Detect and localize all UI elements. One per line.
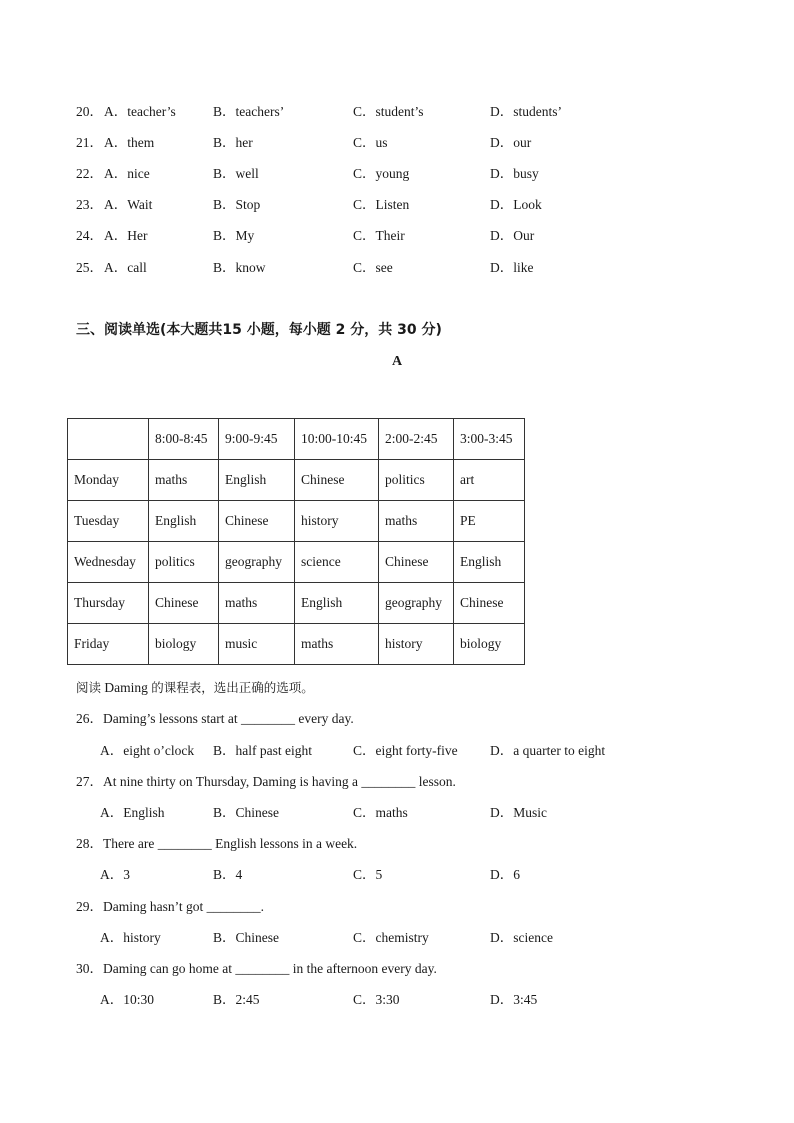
- option-d[interactable]: D．our: [490, 135, 532, 150]
- subject-cell: Chinese: [149, 583, 219, 624]
- subject-cell: music: [219, 624, 295, 665]
- option-b[interactable]: B．Stop: [213, 197, 261, 212]
- subject-cell: politics: [379, 460, 454, 501]
- day-cell: Friday: [68, 624, 149, 665]
- question-text: 28．There are ________ English lessons in a week.: [76, 836, 358, 851]
- table-row: [68, 624, 525, 665]
- subject-cell: geography: [219, 542, 295, 583]
- option-c[interactable]: C．Their: [353, 228, 405, 243]
- table-row: [68, 501, 525, 542]
- option-b[interactable]: B．Chinese: [213, 805, 279, 820]
- header-cell: 2:00-2:45: [379, 419, 454, 460]
- option-b[interactable]: B．teachers’: [213, 104, 285, 119]
- header-cell: 3:00-3:45: [454, 419, 525, 460]
- item-number: 20．: [76, 104, 103, 119]
- option-b[interactable]: B．half past eight: [213, 743, 312, 758]
- option-d[interactable]: D．Our: [490, 228, 535, 243]
- subject-cell: art: [454, 460, 525, 501]
- option-c[interactable]: C．chemistry: [353, 930, 429, 945]
- table-row: [68, 542, 525, 583]
- question-text: 30．Daming can go home at ________ in the afternoon every day.: [76, 961, 437, 976]
- option-c[interactable]: C．young: [353, 166, 410, 181]
- table-row: [68, 460, 525, 501]
- option-c[interactable]: C．us: [353, 135, 388, 150]
- subject-cell: maths: [379, 501, 454, 542]
- option-b[interactable]: B．4: [213, 867, 243, 882]
- item-number: 24．: [76, 228, 103, 243]
- passage-label: A: [392, 354, 403, 369]
- option-b[interactable]: B．know: [213, 260, 266, 275]
- subject-cell: English: [149, 501, 219, 542]
- timetable: [67, 418, 525, 665]
- subject-cell: history: [379, 624, 454, 665]
- option-d[interactable]: D．science: [490, 930, 553, 945]
- section-heading: 三、阅读单选(本大题共15 小题，每小题 2 分，共 30 分): [76, 322, 442, 338]
- option-a[interactable]: A．English: [100, 805, 165, 820]
- subject-cell: Chinese: [454, 583, 525, 624]
- option-d[interactable]: D．busy: [490, 166, 539, 181]
- day-cell: Monday: [68, 460, 149, 501]
- header-cell: [68, 419, 149, 460]
- instruction-suffix: 的课程表，选出正确的选项。: [151, 680, 314, 695]
- option-a[interactable]: A．3: [100, 867, 130, 882]
- subject-cell: maths: [149, 460, 219, 501]
- option-d[interactable]: D．like: [490, 260, 534, 275]
- option-c[interactable]: C．3:30: [353, 992, 400, 1007]
- item-number: 23．: [76, 197, 103, 212]
- instruction-prefix: 阅读: [76, 680, 102, 695]
- option-d[interactable]: D．students’: [490, 104, 562, 119]
- option-b[interactable]: B．Chinese: [213, 930, 279, 945]
- option-d[interactable]: D．Look: [490, 197, 542, 212]
- option-b[interactable]: B．My: [213, 228, 255, 243]
- option-d[interactable]: D．3:45: [490, 992, 538, 1007]
- table-row: [68, 583, 525, 624]
- option-a[interactable]: A．history: [100, 930, 161, 945]
- option-a[interactable]: A．Wait: [104, 197, 153, 212]
- subject-cell: biology: [454, 624, 525, 665]
- option-a[interactable]: A．nice: [104, 166, 150, 181]
- option-d[interactable]: D．Music: [490, 805, 547, 820]
- item-number: 21．: [76, 135, 103, 150]
- subject-cell: Chinese: [379, 542, 454, 583]
- subject-cell: English: [219, 460, 295, 501]
- subject-cell: English: [454, 542, 525, 583]
- option-c[interactable]: C．eight forty-five: [353, 743, 458, 758]
- question-text: 29．Daming hasn’t got ________.: [76, 899, 264, 914]
- header-cell: 9:00-9:45: [219, 419, 295, 460]
- option-c[interactable]: C．see: [353, 260, 393, 275]
- option-a[interactable]: A．teacher’s: [104, 104, 176, 119]
- option-a[interactable]: A．10:30: [100, 992, 154, 1007]
- option-a[interactable]: A．Her: [104, 228, 148, 243]
- option-d[interactable]: D．a quarter to eight: [490, 743, 606, 758]
- subject-cell: Chinese: [219, 501, 295, 542]
- option-b[interactable]: B．well: [213, 166, 259, 181]
- subject-cell: English: [295, 583, 379, 624]
- option-a[interactable]: A．eight o’clock: [100, 743, 195, 758]
- subject-cell: Chinese: [295, 460, 379, 501]
- header-cell: 8:00-8:45: [149, 419, 219, 460]
- subject-cell: maths: [219, 583, 295, 624]
- option-a[interactable]: A．call: [104, 260, 147, 275]
- option-b[interactable]: B．2:45: [213, 992, 260, 1007]
- option-c[interactable]: C．maths: [353, 805, 408, 820]
- option-c[interactable]: C．Listen: [353, 197, 410, 212]
- question-text: 27．At nine thirty on Thursday, Daming is having a ________ lesson.: [76, 774, 456, 789]
- header-cell: 10:00-10:45: [295, 419, 379, 460]
- option-d[interactable]: D．6: [490, 867, 520, 882]
- reading-instruction: [76, 678, 314, 698]
- option-c[interactable]: C．5: [353, 867, 383, 882]
- option-b[interactable]: B．her: [213, 135, 253, 150]
- day-cell: Wednesday: [68, 542, 149, 583]
- subject-cell: biology: [149, 624, 219, 665]
- question-text: 26．Daming’s lessons start at ________ every day.: [76, 711, 354, 726]
- instruction-name: Daming: [101, 680, 152, 695]
- subject-cell: PE: [454, 501, 525, 542]
- timetable-header-row: [68, 419, 525, 460]
- subject-cell: politics: [149, 542, 219, 583]
- day-cell: Thursday: [68, 583, 149, 624]
- day-cell: Tuesday: [68, 501, 149, 542]
- subject-cell: science: [295, 542, 379, 583]
- item-number: 25．: [76, 260, 103, 275]
- option-a[interactable]: A．them: [104, 135, 155, 150]
- item-number: 22．: [76, 166, 103, 181]
- subject-cell: history: [295, 501, 379, 542]
- subject-cell: geography: [379, 583, 454, 624]
- subject-cell: maths: [295, 624, 379, 665]
- option-c[interactable]: C．student’s: [353, 104, 424, 119]
